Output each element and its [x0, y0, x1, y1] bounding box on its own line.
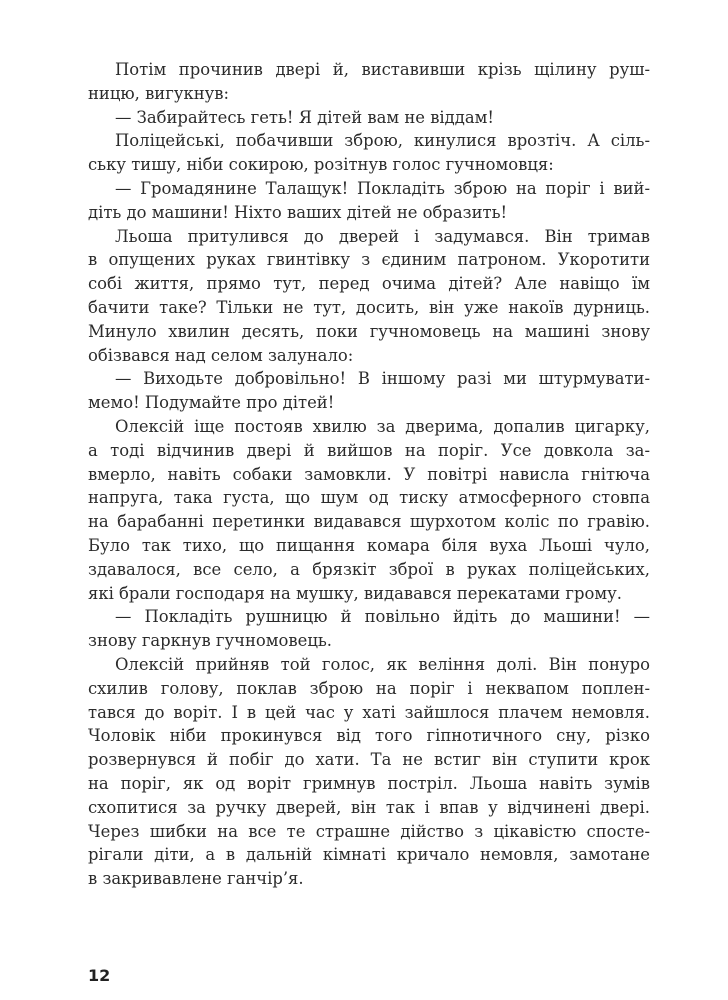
page-number: 12	[88, 966, 111, 985]
text-line: собі життя, прямо тут, перед очима дітей? Але навіщо їм	[88, 274, 650, 294]
text-line: Льоша притулився до дверей і задумався. Він тримав	[115, 226, 650, 246]
text-line: на барабанні перетинки видавався шурхотом коліс по гравію.	[88, 512, 650, 532]
text-line: бачити таке? Тільки не тут, досить, він уже накоїв дурниць.	[88, 297, 650, 317]
text-line: ницю, вигукнув:	[88, 83, 230, 103]
text-line: які брали господаря на мушку, видавався перекатами грому.	[88, 583, 622, 603]
text-line: ську тишу, ніби сокирою, розітнув голос гучномовця:	[88, 155, 554, 175]
text-line: знову гаркнув гучномовець.	[88, 631, 332, 651]
text-line: тався до воріт. І в цей час у хаті зайшлося плачем немовля.	[88, 702, 650, 722]
text-line: Потім прочинив двері й, виставивши крізь щілину руш-	[115, 60, 650, 79]
text-line: мемо! Подумайте про дітей!	[88, 393, 335, 413]
text-line: Поліцейські, побачивши зброю, кинулися врозтіч. А сіль-	[115, 131, 650, 151]
text-line: обізвався над селом залунало:	[88, 345, 354, 365]
text-line: — Забирайтесь геть! Я дітей вам не віддам!	[115, 107, 494, 127]
text-line: на поріг, як од воріт гримнув постріл. Льоша навіть зумів	[88, 773, 650, 793]
text-line: Через шибки на все те страшне дійство з цікавістю спосте-	[88, 821, 650, 841]
text-line: а тоді відчинив двері й вийшов на поріг. Усе довкола за-	[88, 440, 650, 460]
body-text	[88, 58, 650, 891]
text-line: — Виходьте добровільно! В іншому разі ми штурмувати-	[115, 369, 650, 389]
text-line: Було так тихо, що пищання комара біля вуха Льоші чуло,	[88, 535, 650, 555]
text-line: розвернувся й побіг до хати. Та не встиг він ступити крок	[88, 750, 650, 770]
text-line: в закривавлене ганчір’я.	[88, 869, 304, 889]
text-line: Олексій іще постояв хвилю за дверима, допалив цигарку,	[115, 416, 650, 436]
text-line: — Покладіть рушницю й повільно йдіть до машини! —	[115, 607, 650, 627]
text-line: Чоловік ніби прокинувся від того гіпнотичного сну, різко	[88, 726, 650, 746]
text-line: схопитися за ручку дверей, він так і впав у відчинені двері.	[88, 797, 650, 817]
text-line: вмерло, навіть собаки замовкли. У повітрі нависла гнітюча	[88, 464, 650, 484]
text-line: в опущених руках гвинтівку з єдиним патроном. Укоротити	[88, 250, 650, 270]
text-line: напруга, така густа, що шум од тиску атмосферного стовпа	[88, 488, 650, 508]
text-line: діть до машини! Ніхто ваших дітей не образить!	[88, 202, 508, 222]
text-line: — Громадянине Талащук! Покладіть зброю на поріг і вий-	[115, 178, 650, 198]
text-line: Минуло хвилин десять, поки гучномовець на машині знову	[88, 321, 650, 341]
text-line: рігали діти, а в дальній кімнаті кричало немовля, замотане	[88, 845, 650, 865]
text-line: схилив голову, поклав зброю на поріг і неквапом поплен-	[88, 678, 650, 698]
text-line: Олексій прийняв той голос, як веління долі. Він понуро	[115, 654, 650, 674]
text-line: здавалося, все село, а брязкіт зброї в руках поліцейських,	[88, 559, 650, 579]
